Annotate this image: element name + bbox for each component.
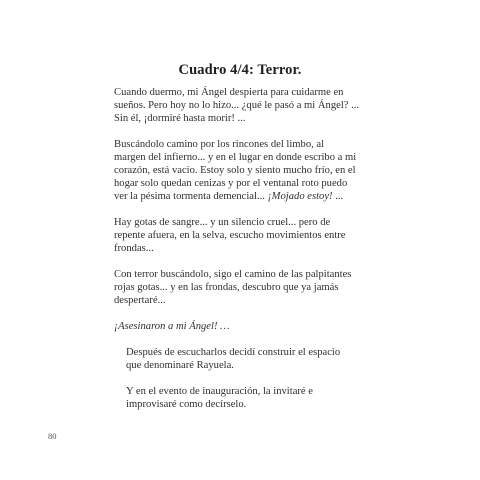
paragraph-5-italic: ¡Asesinaron a mi Ángel! … <box>114 321 230 332</box>
page-number: 80 <box>48 431 57 441</box>
paragraph-2-end: ... <box>332 191 344 202</box>
paragraph-3: Hay gotas de sangre... y un silencio cruel... pero de repente afuera, en la selva, escucho movimientos entre frondas... <box>114 217 346 254</box>
paragraph-6: Después de escucharlos decidí construir el espacio que denominaré Rayuela. <box>126 347 341 371</box>
paragraph-2-italic: ¡Mojado estoy! <box>267 191 333 202</box>
paragraph-1: Cuando duermo, mi Ángel despierta para cuidarme en sueños. Pero hoy no lo hizo... ¿qué le pasó a mi Ángel? ... Sin él, ¡dormiré hasta morir! ... <box>114 87 360 124</box>
body-text <box>114 86 364 424</box>
paragraph-7: Y en el evento de inauguración, la invitaré e improvisaré como decírselo. <box>126 386 313 410</box>
paragraph-2-text: Buscándolo camino por los rincones del limbo, al margen del infierno... y en el lugar en donde escribo a mi corazón, está vacío. Estoy solo y siento mucho frío, en el hogar solo quedan cenizas y por el ventanal roto puedo ver la pésima tormenta demencial... <box>114 139 357 202</box>
paragraph-2 <box>114 138 364 203</box>
paragraph-4: Con terror buscándolo, sigo el camino de las palpitantes rojas gotas... y en las frondas, descubro que ya jamás despertaré... <box>114 269 352 306</box>
chapter-title: Cuadro 4/4: Terror. <box>178 62 302 78</box>
